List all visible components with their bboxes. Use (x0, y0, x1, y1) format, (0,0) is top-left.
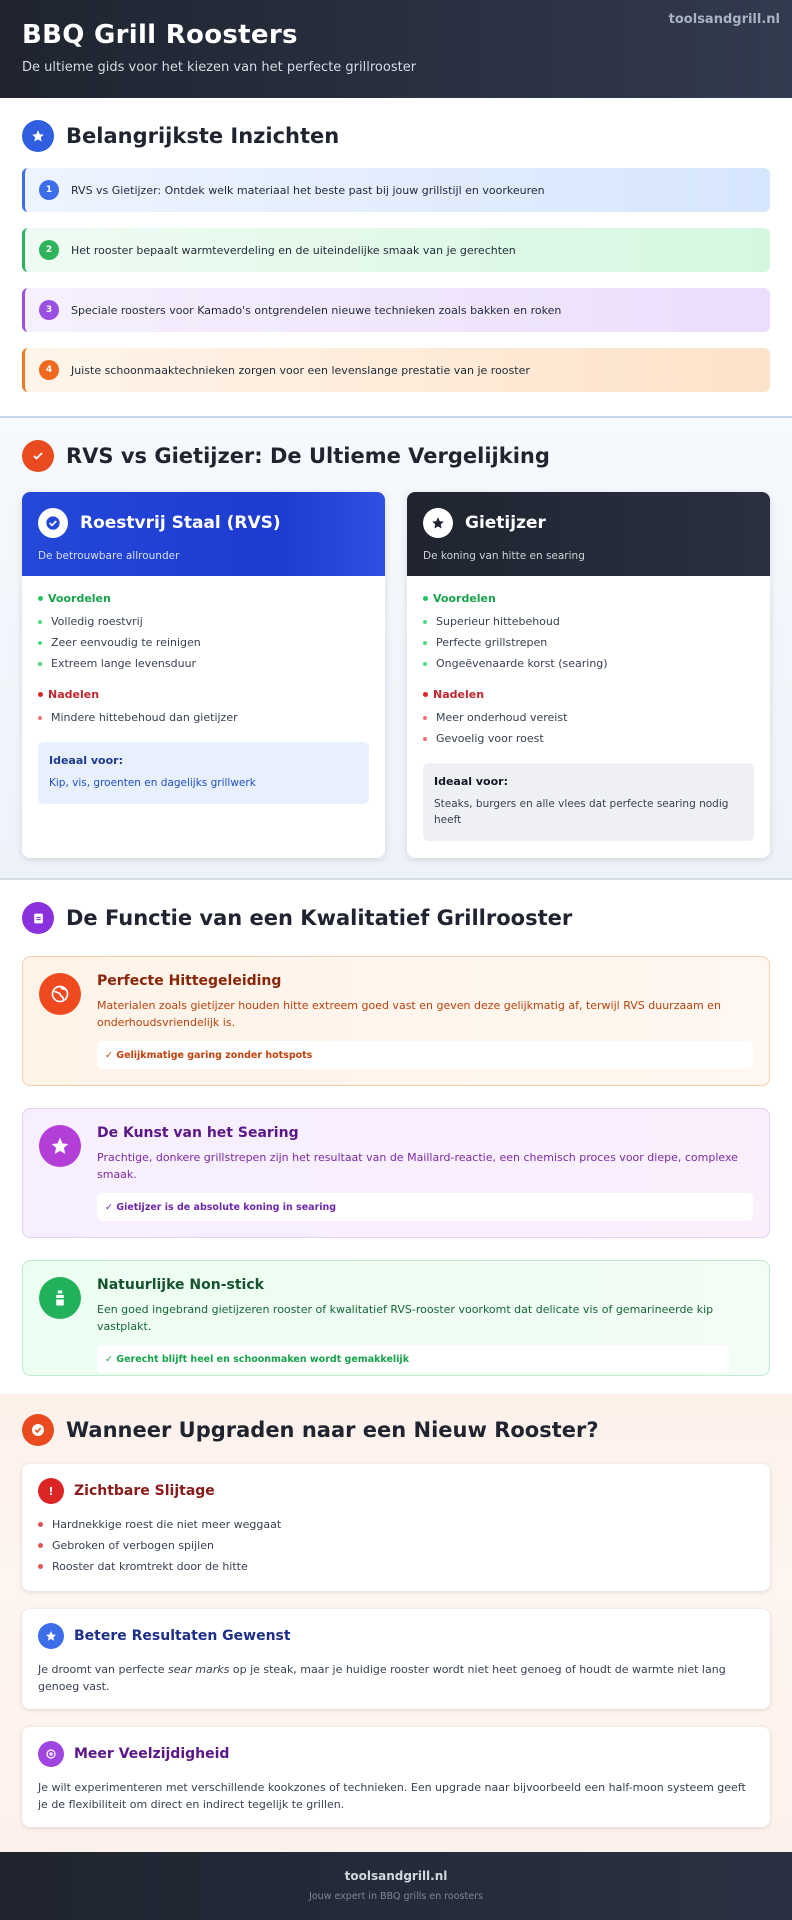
upgrade-card-title: Zichtbare Slijtage (74, 1483, 215, 1499)
insight-text: RVS vs Gietijzer: Ontdek welk materiaal het beste past bij jouw grillstijl en voorkeuren (71, 183, 545, 197)
list-item: Hardnekkige roest die niet meer weggaat (38, 1514, 754, 1535)
feature-text: Prachtige, donkere grillstrepen zijn het resultaat van de Maillard-reactie, een chemisch proces voor diepe, complexe smaak. (97, 1151, 738, 1181)
feature-card (22, 1108, 770, 1238)
insight-number: 4 (39, 360, 59, 380)
insight-item (22, 348, 770, 392)
cons-label: Nadelen (38, 688, 369, 701)
star-icon (423, 508, 453, 538)
con-item: Gevoelig voor roest (423, 728, 754, 749)
insight-item (22, 288, 770, 332)
ideal-text: Steaks, burgers en alle vlees dat perfecte searing nodig heeft (434, 798, 729, 826)
rvs-card (22, 492, 385, 858)
globe-icon (39, 973, 81, 1015)
functions-section (0, 880, 792, 1394)
comparison-section (0, 418, 792, 878)
upgrade-card-results (22, 1609, 770, 1709)
gietijzer-tagline: De koning van hitte en searing (423, 550, 585, 562)
alert-icon: ! (38, 1478, 64, 1504)
insight-item (22, 168, 770, 212)
comparison-heading (22, 440, 770, 472)
upgrade-card-title: Betere Resultaten Gewenst (74, 1628, 291, 1644)
ideal-text: Kip, vis, groenten en dagelijks grillwerk (49, 777, 256, 789)
insight-text: Juiste schoonmaaktechnieken zorgen voor een levenslange prestatie van je rooster (71, 363, 530, 377)
page-subtitle: De ultieme gids voor het kiezen van het perfecte grillrooster (22, 60, 417, 75)
ideal-box (38, 742, 369, 804)
feature-title: De Kunst van het Searing (97, 1125, 299, 1141)
pro-item: Ongeëvenaarde korst (searing) (423, 653, 754, 674)
star-icon (22, 120, 54, 152)
upgrade-section (0, 1394, 792, 1852)
ideal-label: Ideaal voor: (434, 775, 508, 788)
page-footer (0, 1852, 792, 1920)
rvs-tagline: De betrouwbare allrounder (38, 550, 180, 562)
ideal-box (423, 763, 754, 841)
feature-title: Perfecte Hittegeleiding (97, 973, 282, 989)
check-badge-icon (22, 1414, 54, 1446)
feature-check: ✓ Gietijzer is de absolute koning in searing (97, 1193, 753, 1221)
functions-title: De Functie van een Kwalitatief Grillrooster (66, 906, 573, 930)
insight-number: 3 (39, 300, 59, 320)
pro-item: Zeer eenvoudig te reinigen (38, 632, 369, 653)
gietijzer-card (407, 492, 770, 858)
con-item: Meer onderhoud vereist (423, 707, 754, 728)
list-item: Gebroken of verbogen spijlen (38, 1535, 754, 1556)
clipboard-icon (22, 902, 54, 934)
rvs-title: Roestvrij Staal (RVS) (80, 513, 281, 533)
pros-label: Voordelen (423, 592, 754, 605)
ideal-label: Ideaal voor: (49, 754, 123, 767)
feature-title: Natuurlijke Non-stick (97, 1277, 264, 1293)
pro-item: Superieur hittebehoud (423, 611, 754, 632)
feature-check: ✓ Gelijkmatige garing zonder hotspots (97, 1041, 753, 1069)
feature-card (22, 1260, 770, 1376)
insights-title: Belangrijkste Inzichten (66, 124, 340, 148)
pro-item: Volledig roestvrij (38, 611, 369, 632)
check-icon (22, 440, 54, 472)
feature-text: Materialen zoals gietijzer houden hitte extreem goed vast en geven deze gelijkmatig af, terwijl RVS duurzaam en onderhoudsvriendelijk is. (97, 999, 721, 1029)
upgrade-card-wear (22, 1464, 770, 1591)
upgrade-title: Wanneer Upgraden naar een Nieuw Rooster? (66, 1418, 599, 1442)
upgrade-card-title: Meer Veelzijdigheid (74, 1746, 230, 1763)
insight-number: 2 (39, 240, 59, 260)
gietijzer-title: Gietijzer (465, 513, 546, 533)
insight-number: 1 (39, 180, 59, 200)
cons-label: Nadelen (423, 688, 754, 701)
footer-site: toolsandgrill.nl (344, 1869, 448, 1883)
star-icon (39, 1125, 81, 1167)
pros-label: Voordelen (38, 592, 369, 605)
upgrade-heading (22, 1414, 770, 1446)
upgrade-card-text: Je droomt van perfecte sear marks op je steak, maar je huidige rooster wordt niet heet genoeg of houdt de warmte niet lang genoeg vast. (38, 1663, 726, 1694)
bottle-icon (39, 1277, 81, 1319)
upgrade-card-text: Je wilt experimenteren met verschillende kookzones of technieken. Een upgrade naar bijvoorbeeld een half-moon systeem geeft je de flexibiliteit om direct en indirect tegelijk te grillen. (38, 1781, 746, 1812)
upgrade-card-versatility (22, 1727, 770, 1827)
page-header (0, 0, 792, 98)
site-name: toolsandgrill.nl (668, 12, 780, 27)
check-circle-icon (38, 508, 68, 538)
pro-item: Perfecte grillstrepen (423, 632, 754, 653)
list-item: Rooster dat kromtrekt door de hitte (38, 1556, 754, 1577)
page-title: BBQ Grill Roosters (22, 20, 298, 50)
comparison-title: RVS vs Gietijzer: De Ultieme Vergelijking (66, 444, 550, 468)
insight-item (22, 228, 770, 272)
feature-text: Een goed ingebrand gietijzeren rooster of kwalitatief RVS-rooster voorkomt dat delicate vis of gemarineerde kip vastplakt. (97, 1303, 714, 1333)
footer-tagline: Jouw expert in BBQ grills en roosters (309, 1891, 483, 1902)
star-icon (38, 1623, 64, 1649)
insights-section (0, 98, 792, 416)
pro-item: Extreem lange levensduur (38, 653, 369, 674)
feature-check: ✓ Gerecht blijft heel en schoonmaken wordt gemakkelijk (97, 1345, 729, 1373)
plus-icon (38, 1741, 64, 1767)
feature-card (22, 956, 770, 1086)
functions-heading (22, 902, 770, 934)
con-item: Mindere hittebehoud dan gietijzer (38, 707, 369, 728)
insights-heading (22, 120, 770, 152)
insight-text: Speciale roosters voor Kamado's ontgrendelen nieuwe technieken zoals bakken en roken (71, 303, 562, 317)
insight-text: Het rooster bepaalt warmteverdeling en de uiteindelijke smaak van je gerechten (71, 243, 516, 257)
